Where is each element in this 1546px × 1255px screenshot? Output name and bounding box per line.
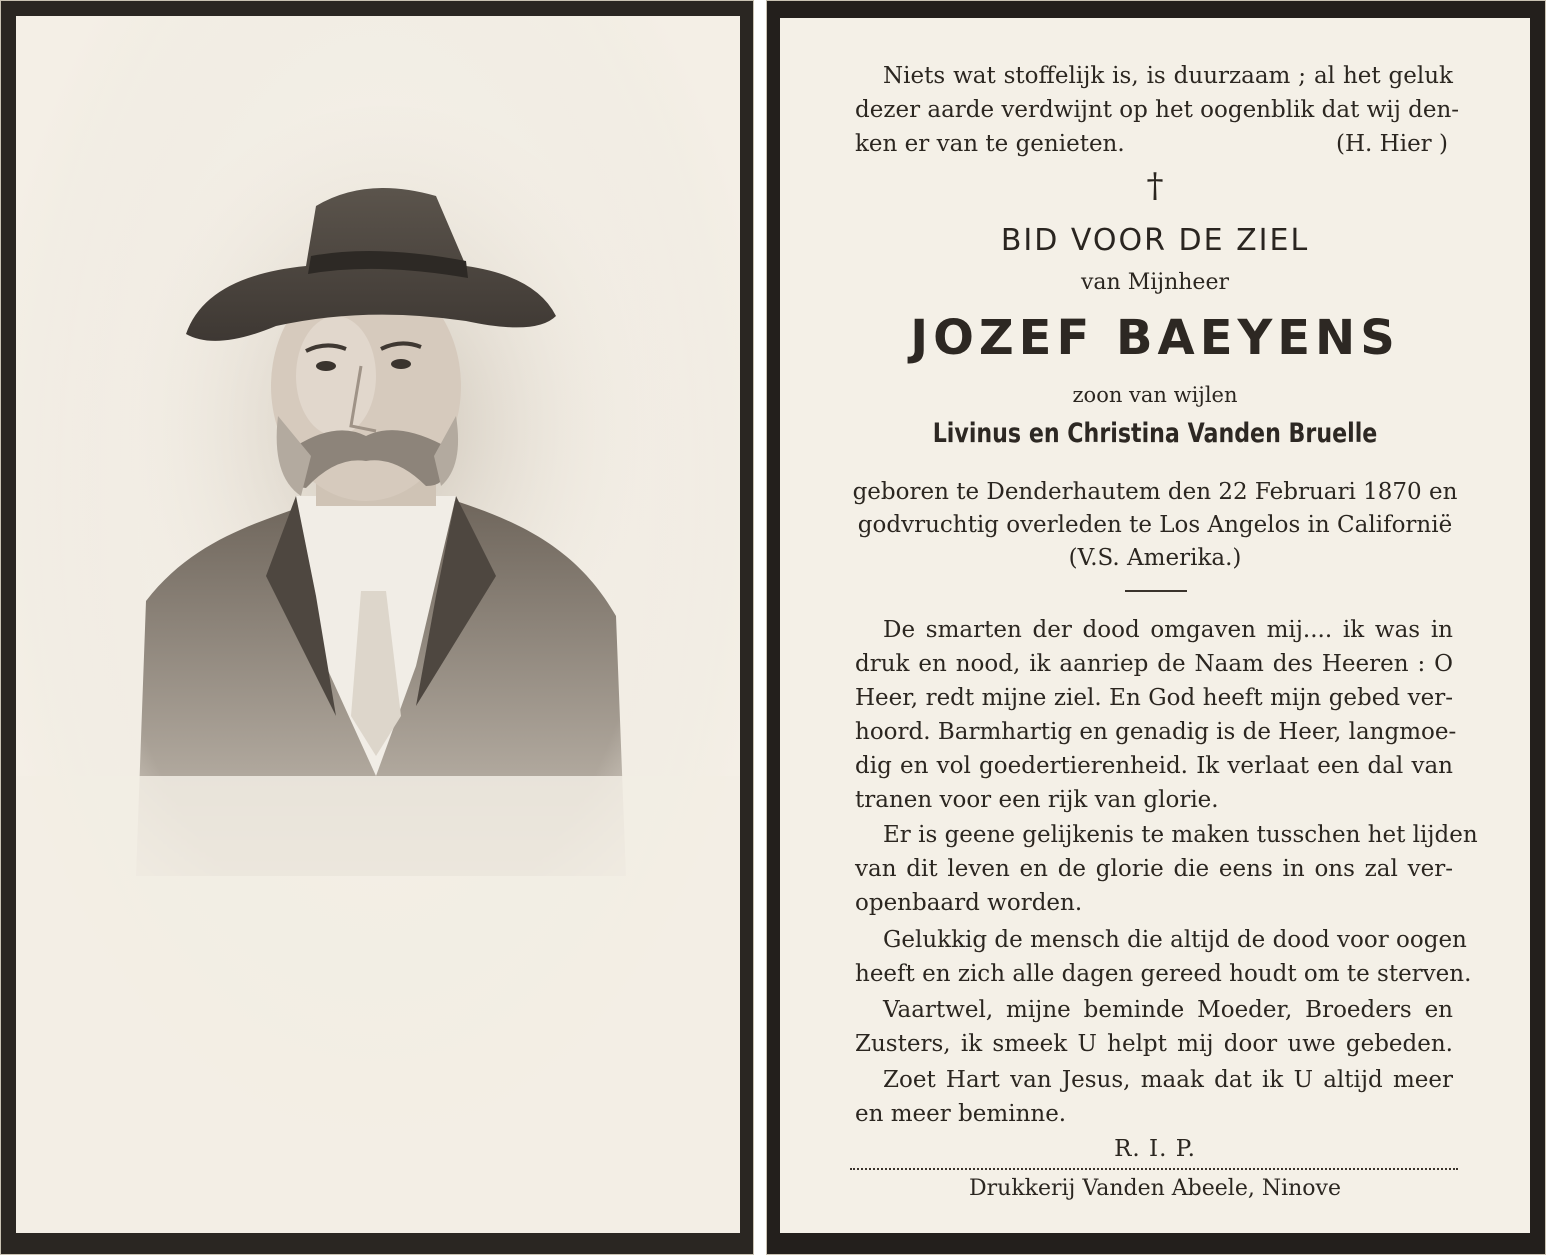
son-of: zoon van wijlen: [1072, 383, 1238, 407]
portrait-card: [0, 0, 754, 1255]
cross-icon: †: [1146, 166, 1164, 206]
honorific: van Mijnheer: [1081, 270, 1229, 295]
heading: BID VOOR DE ZIEL: [1000, 223, 1310, 258]
para5-line-1: Zoet Hart van Jesus, maak dat ik U altijd meer: [883, 1067, 1453, 1093]
birth-line-2: godvruchtig overleden te Los Angelos in Californië: [857, 512, 1453, 538]
para1-line-6: tranen voor een rijk van glorie.: [855, 787, 1219, 813]
memorial-text: [780, 18, 1530, 1233]
dotted-divider: [850, 1168, 1458, 1170]
rip: R. I. P.: [1114, 1136, 1196, 1162]
para1-line-5: dig en vol goedertierenheid. Ik verlaat een dal van: [855, 753, 1453, 779]
para1-line-4: hoord. Barmhartig en genadig is de Heer, langmoe-: [855, 719, 1457, 745]
para1-line-1: De smarten der dood omgaven mij.... ik was in: [883, 617, 1453, 643]
portrait-photo-frame: [16, 16, 740, 1233]
quote-line-1: Niets wat stoffelijk is, is duurzaam ; al het geluk: [883, 63, 1453, 89]
para2-line-2: van dit leven en de glorie die eens in ons zal ver-: [855, 856, 1453, 882]
deceased-name: JOZEF BAEYENS: [910, 310, 1400, 366]
quote-line-3: ken er van te genieten.: [855, 131, 1125, 157]
birth-line-3: (V.S. Amerika.): [1068, 545, 1242, 571]
quote-attribution: (H. Hier ): [1336, 131, 1448, 157]
para1-line-3: Heer, redt mijne ziel. En God heeft mijn gebed ver-: [855, 685, 1453, 711]
para3-line-1: Gelukkig de mensch die altijd de dood voor oogen: [883, 927, 1467, 953]
parents-names: Livinus en Christina Vanden Bruelle: [932, 418, 1378, 449]
para4-line-1: Vaartwel, mijne beminde Moeder, Broeders en: [883, 997, 1453, 1023]
para5-line-2: en meer beminne.: [855, 1101, 1067, 1127]
quote-line-2: dezer aarde verdwijnt op het oogenblik dat wij den-: [855, 97, 1460, 123]
para2-line-3: openbaard worden.: [855, 890, 1083, 916]
para2-line-1: Er is geene gelijkenis te maken tusschen het lijden: [883, 822, 1478, 848]
printer: Drukkerij Vanden Abeele, Ninove: [969, 1176, 1341, 1201]
short-divider: [1125, 590, 1187, 592]
para4-line-2: Zusters, ik smeek U helpt mij door uwe gebeden.: [855, 1031, 1453, 1057]
memorial-text-card: [766, 0, 1546, 1255]
para1-line-2: druk en nood, ik aanriep de Naam des Heeren : O: [855, 651, 1453, 677]
birth-line-1: geboren te Denderhautem den 22 Februari 1870 en: [852, 479, 1458, 505]
portrait-photo: [16, 16, 740, 1233]
para3-line-2: heeft en zich alle dagen gereed houdt om te sterven.: [855, 961, 1472, 987]
